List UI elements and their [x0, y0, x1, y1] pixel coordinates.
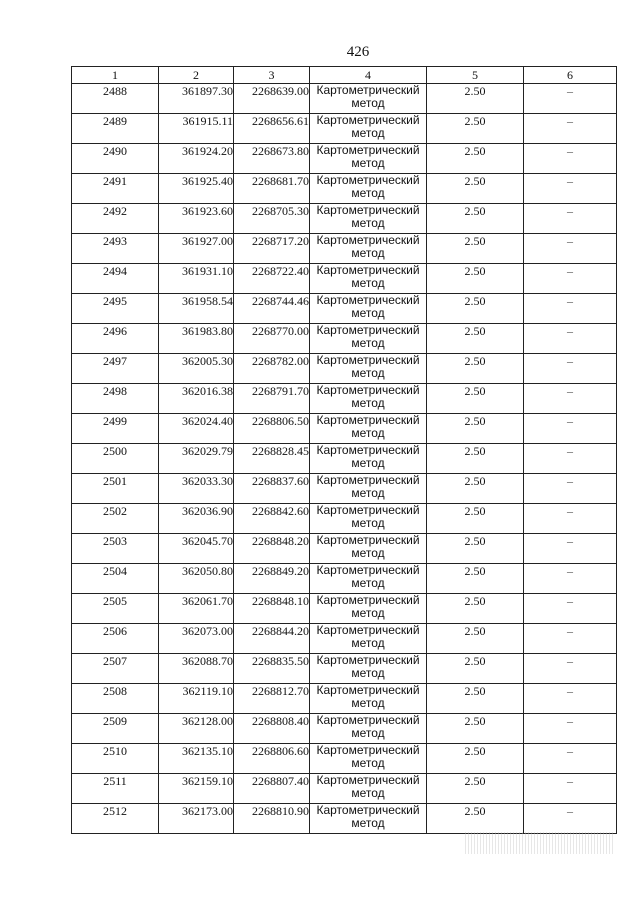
note-cell: – — [524, 444, 617, 474]
method-cell: Картометрический метод — [310, 774, 427, 804]
accuracy-cell: 2.50 — [427, 264, 524, 294]
note-cell: – — [524, 744, 617, 774]
point-number-cell: 2509 — [72, 714, 159, 744]
point-number-cell: 2491 — [72, 174, 159, 204]
y-coordinate-cell: 2268673.80 — [234, 144, 310, 174]
x-coordinate-cell: 361931.10 — [159, 264, 234, 294]
y-coordinate-cell: 2268848.10 — [234, 594, 310, 624]
x-coordinate-cell: 362061.70 — [159, 594, 234, 624]
accuracy-cell: 2.50 — [427, 744, 524, 774]
note-cell: – — [524, 234, 617, 264]
table-row — [72, 714, 617, 744]
table-row — [72, 594, 617, 624]
method-cell: Картометрический метод — [310, 594, 427, 624]
y-coordinate-cell: 2268807.40 — [234, 774, 310, 804]
method-cell: Картометрический метод — [310, 384, 427, 414]
y-coordinate-cell: 2268806.50 — [234, 414, 310, 444]
method-cell: Картометрический метод — [310, 504, 427, 534]
point-number-cell: 2499 — [72, 414, 159, 444]
table-row — [72, 474, 617, 504]
point-number-cell: 2505 — [72, 594, 159, 624]
accuracy-cell: 2.50 — [427, 774, 524, 804]
accuracy-cell: 2.50 — [427, 534, 524, 564]
scan-artifact — [465, 832, 615, 854]
method-cell: Картометрический метод — [310, 654, 427, 684]
y-coordinate-cell: 2268717.20 — [234, 234, 310, 264]
method-cell: Картометрический метод — [310, 324, 427, 354]
table-row — [72, 564, 617, 594]
note-cell: – — [524, 564, 617, 594]
x-coordinate-cell: 362024.40 — [159, 414, 234, 444]
column-header: 5 — [427, 67, 524, 84]
table-row — [72, 684, 617, 714]
y-coordinate-cell: 2268849.20 — [234, 564, 310, 594]
note-cell: – — [524, 84, 617, 114]
y-coordinate-cell: 2268806.60 — [234, 744, 310, 774]
x-coordinate-cell: 361983.80 — [159, 324, 234, 354]
method-cell: Картометрический метод — [310, 234, 427, 264]
note-cell: – — [524, 324, 617, 354]
y-coordinate-cell: 2268837.60 — [234, 474, 310, 504]
note-cell: – — [524, 354, 617, 384]
accuracy-cell: 2.50 — [427, 444, 524, 474]
accuracy-cell: 2.50 — [427, 684, 524, 714]
method-cell: Картометрический метод — [310, 414, 427, 444]
accuracy-cell: 2.50 — [427, 804, 524, 834]
point-number-cell: 2490 — [72, 144, 159, 174]
method-cell: Картометрический метод — [310, 804, 427, 834]
table-row — [72, 624, 617, 654]
table-row — [72, 204, 617, 234]
x-coordinate-cell: 361897.30 — [159, 84, 234, 114]
column-header: 4 — [310, 67, 427, 84]
y-coordinate-cell: 2268782.00 — [234, 354, 310, 384]
point-number-cell: 2508 — [72, 684, 159, 714]
accuracy-cell: 2.50 — [427, 474, 524, 504]
note-cell: – — [524, 714, 617, 744]
method-cell: Картометрический метод — [310, 204, 427, 234]
point-number-cell: 2512 — [72, 804, 159, 834]
x-coordinate-cell: 361915.11 — [159, 114, 234, 144]
x-coordinate-cell: 362029.79 — [159, 444, 234, 474]
table-row — [72, 654, 617, 684]
method-cell: Картометрический метод — [310, 144, 427, 174]
note-cell: – — [524, 684, 617, 714]
table-row — [72, 144, 617, 174]
x-coordinate-cell: 362033.30 — [159, 474, 234, 504]
x-coordinate-cell: 362005.30 — [159, 354, 234, 384]
note-cell: – — [524, 474, 617, 504]
table-row — [72, 114, 617, 144]
table-row — [72, 384, 617, 414]
note-cell: – — [524, 654, 617, 684]
table-row — [72, 174, 617, 204]
method-cell: Картометрический метод — [310, 354, 427, 384]
point-number-cell: 2502 — [72, 504, 159, 534]
method-cell: Картометрический метод — [310, 114, 427, 144]
method-cell: Картометрический метод — [310, 84, 427, 114]
note-cell: – — [524, 294, 617, 324]
y-coordinate-cell: 2268722.40 — [234, 264, 310, 294]
point-number-cell: 2495 — [72, 294, 159, 324]
column-header: 1 — [72, 67, 159, 84]
method-cell: Картометрический метод — [310, 744, 427, 774]
method-cell: Картометрический метод — [310, 534, 427, 564]
point-number-cell: 2494 — [72, 264, 159, 294]
x-coordinate-cell: 362173.00 — [159, 804, 234, 834]
y-coordinate-cell: 2268791.70 — [234, 384, 310, 414]
y-coordinate-cell: 2268828.45 — [234, 444, 310, 474]
x-coordinate-cell: 362119.10 — [159, 684, 234, 714]
x-coordinate-cell: 361958.54 — [159, 294, 234, 324]
y-coordinate-cell: 2268770.00 — [234, 324, 310, 354]
note-cell: – — [524, 204, 617, 234]
accuracy-cell: 2.50 — [427, 234, 524, 264]
table-row — [72, 504, 617, 534]
point-number-cell: 2497 — [72, 354, 159, 384]
page-number: 426 — [346, 44, 370, 60]
y-coordinate-cell: 2268744.46 — [234, 294, 310, 324]
y-coordinate-cell: 2268656.61 — [234, 114, 310, 144]
y-coordinate-cell: 2268681.70 — [234, 174, 310, 204]
accuracy-cell: 2.50 — [427, 504, 524, 534]
y-coordinate-cell: 2268844.20 — [234, 624, 310, 654]
table-header-row — [72, 67, 617, 84]
x-coordinate-cell: 362135.10 — [159, 744, 234, 774]
table-row — [72, 804, 617, 834]
column-header: 6 — [524, 67, 617, 84]
y-coordinate-cell: 2268812.70 — [234, 684, 310, 714]
point-number-cell: 2501 — [72, 474, 159, 504]
method-cell: Картометрический метод — [310, 294, 427, 324]
x-coordinate-cell: 362073.00 — [159, 624, 234, 654]
point-number-cell: 2511 — [72, 774, 159, 804]
note-cell: – — [524, 504, 617, 534]
table-row — [72, 414, 617, 444]
y-coordinate-cell: 2268705.30 — [234, 204, 310, 234]
accuracy-cell: 2.50 — [427, 204, 524, 234]
table-row — [72, 354, 617, 384]
note-cell: – — [524, 144, 617, 174]
table-row — [72, 234, 617, 264]
table-row — [72, 294, 617, 324]
x-coordinate-cell: 361923.60 — [159, 204, 234, 234]
accuracy-cell: 2.50 — [427, 294, 524, 324]
method-cell: Картометрический метод — [310, 684, 427, 714]
x-coordinate-cell: 361924.20 — [159, 144, 234, 174]
coordinates-table — [71, 66, 617, 834]
y-coordinate-cell: 2268810.90 — [234, 804, 310, 834]
table-body — [72, 84, 617, 834]
note-cell: – — [524, 594, 617, 624]
point-number-cell: 2506 — [72, 624, 159, 654]
x-coordinate-cell: 361925.40 — [159, 174, 234, 204]
x-coordinate-cell: 362159.10 — [159, 774, 234, 804]
x-coordinate-cell: 362036.90 — [159, 504, 234, 534]
x-coordinate-cell: 362045.70 — [159, 534, 234, 564]
note-cell: – — [524, 114, 617, 144]
point-number-cell: 2492 — [72, 204, 159, 234]
point-number-cell: 2500 — [72, 444, 159, 474]
y-coordinate-cell: 2268848.20 — [234, 534, 310, 564]
point-number-cell: 2504 — [72, 564, 159, 594]
method-cell: Картометрический метод — [310, 564, 427, 594]
table-row — [72, 84, 617, 114]
point-number-cell: 2496 — [72, 324, 159, 354]
accuracy-cell: 2.50 — [427, 144, 524, 174]
accuracy-cell: 2.50 — [427, 714, 524, 744]
point-number-cell: 2503 — [72, 534, 159, 564]
point-number-cell: 2507 — [72, 654, 159, 684]
x-coordinate-cell: 361927.00 — [159, 234, 234, 264]
note-cell: – — [524, 624, 617, 654]
note-cell: – — [524, 384, 617, 414]
accuracy-cell: 2.50 — [427, 624, 524, 654]
x-coordinate-cell: 362050.80 — [159, 564, 234, 594]
accuracy-cell: 2.50 — [427, 84, 524, 114]
y-coordinate-cell: 2268639.00 — [234, 84, 310, 114]
method-cell: Картометрический метод — [310, 714, 427, 744]
x-coordinate-cell: 362016.38 — [159, 384, 234, 414]
accuracy-cell: 2.50 — [427, 594, 524, 624]
point-number-cell: 2510 — [72, 744, 159, 774]
method-cell: Картометрический метод — [310, 444, 427, 474]
point-number-cell: 2498 — [72, 384, 159, 414]
note-cell: – — [524, 414, 617, 444]
accuracy-cell: 2.50 — [427, 654, 524, 684]
y-coordinate-cell: 2268835.50 — [234, 654, 310, 684]
point-number-cell: 2493 — [72, 234, 159, 264]
point-number-cell: 2489 — [72, 114, 159, 144]
accuracy-cell: 2.50 — [427, 174, 524, 204]
x-coordinate-cell: 362128.00 — [159, 714, 234, 744]
x-coordinate-cell: 362088.70 — [159, 654, 234, 684]
column-header: 3 — [234, 67, 310, 84]
column-header: 2 — [159, 67, 234, 84]
note-cell: – — [524, 534, 617, 564]
table-row — [72, 774, 617, 804]
accuracy-cell: 2.50 — [427, 324, 524, 354]
y-coordinate-cell: 2268842.60 — [234, 504, 310, 534]
point-number-cell: 2488 — [72, 84, 159, 114]
accuracy-cell: 2.50 — [427, 384, 524, 414]
accuracy-cell: 2.50 — [427, 354, 524, 384]
method-cell: Картометрический метод — [310, 474, 427, 504]
method-cell: Картометрический метод — [310, 264, 427, 294]
table-row — [72, 444, 617, 474]
table-row — [72, 534, 617, 564]
note-cell: – — [524, 174, 617, 204]
accuracy-cell: 2.50 — [427, 114, 524, 144]
accuracy-cell: 2.50 — [427, 564, 524, 594]
method-cell: Картометрический метод — [310, 174, 427, 204]
table-row — [72, 744, 617, 774]
y-coordinate-cell: 2268808.40 — [234, 714, 310, 744]
note-cell: – — [524, 264, 617, 294]
accuracy-cell: 2.50 — [427, 414, 524, 444]
note-cell: – — [524, 774, 617, 804]
method-cell: Картометрический метод — [310, 624, 427, 654]
note-cell: – — [524, 804, 617, 834]
table-row — [72, 324, 617, 354]
table-row — [72, 264, 617, 294]
